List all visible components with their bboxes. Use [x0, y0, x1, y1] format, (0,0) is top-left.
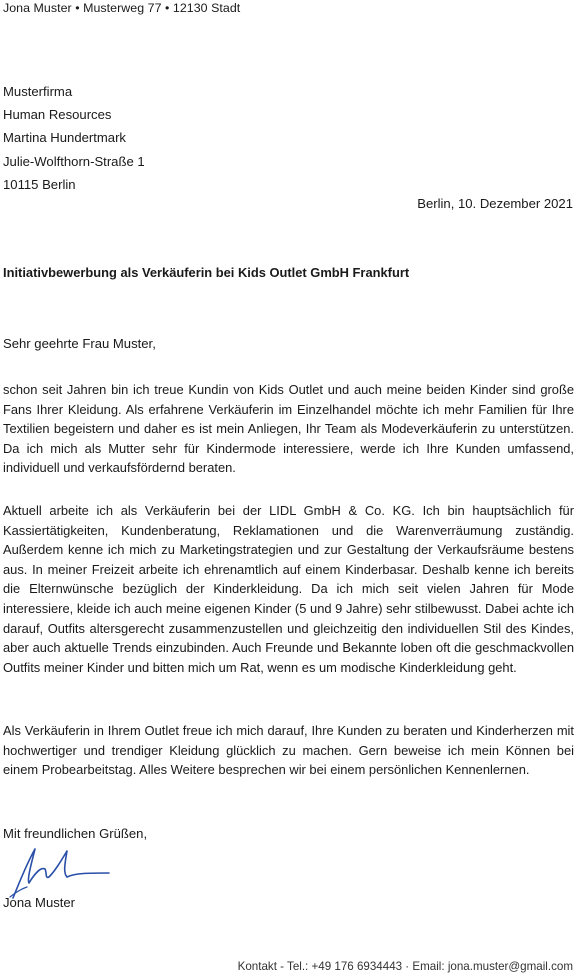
recipient-address: [3, 80, 145, 196]
recipient-contact: Martina Hundertmark: [3, 130, 126, 146]
recipient-city: 10115 Berlin: [3, 176, 76, 192]
closing-phrase: Mit freundlichen Grüßen,: [3, 826, 148, 841]
contact-footer: Kontakt - Tel.: +49 176 6934443 · Email: jona.muster@gmail.com: [237, 960, 573, 973]
body-paragraph-2: Aktuell arbeite ich als Verkäuferin bei der LIDL GmbH & Co. KG. Ich bin hauptsächlich für Kassiertätigkeiten, Kundenberatung, Reklamationen und die Warenverräumung zuständig. Außerdem kenne ich mich zu Marketingstrategien und zur Gestaltung der Verkaufsräume bestens aus. In meiner Freizeit arbeite ich ehrenamtlich auf einem Kinderbasar. Deshalb kenne ich bereits die Elternwünsche bezüglich der Kinderkleidung. Da ich mich seit vielen Jahren für Mode interessiere, kleide ich auch meine eigenen Kinder (5 und 9 Jahre) sehr stilbewusst. Dabei achte ich darauf, Outfits altersgerecht zusammenzustellen und gleichzeitig den individuellen Stil des Kindes, aber auch aktuelle Trends einzubinden. Auch Freunde und Bekannte loben oft die geschmackvollen Outfits meiner Kinder und bitten mich um Rat, wenn es um modische Kinderkleidung geht.: [3, 503, 574, 675]
body-paragraph-3: Als Verkäuferin in Ihrem Outlet freue ich mich darauf, Ihre Kunden zu beraten und Kinderherzen mit hochwertiger und trendiger Kleidung glücklich zu machen. Gern beweise ich mein Können bei einem Probearbeitstag. Alles Weitere besprechen wir bei einem persönlichen Kennenlernen.: [3, 723, 574, 778]
body-paragraph-1: schon seit Jahren bin ich treue Kundin von Kids Outlet und auch meine beiden Kinder sind große Fans Ihrer Kleidung. Als erfahrene Verkäuferin im Einzelhandel möchte ich mehr Familien für Ihre Textilien begeistern und daher es ist mein Anliegen, Ihr Team als Modeverkäuferin zu unterstützen. Da ich mich als Mutter sehr für Kindermode interessiere, werde ich Ihre Kunden umfassend, individuell und verkaufsfördernd beraten.: [3, 382, 574, 476]
recipient-street: Julie-Wolfthorn-Straße 1: [3, 153, 145, 169]
letter-subject: Initiativbewerbung als Verkäuferin bei Kids Outlet GmbH Frankfurt: [3, 265, 410, 280]
sender-line: Jona Muster • Musterweg 77 • 12130 Stadt: [3, 1, 241, 15]
recipient-department: Human Resources: [3, 107, 112, 123]
letter-date: Berlin, 10. Dezember 2021: [417, 196, 573, 211]
signature-stroke: [13, 849, 109, 898]
handwritten-signature: [5, 843, 115, 903]
recipient-company: Musterfirma: [3, 84, 73, 99]
signer-name: Jona Muster: [3, 895, 76, 910]
salutation: Sehr geehrte Frau Muster,: [3, 336, 156, 351]
